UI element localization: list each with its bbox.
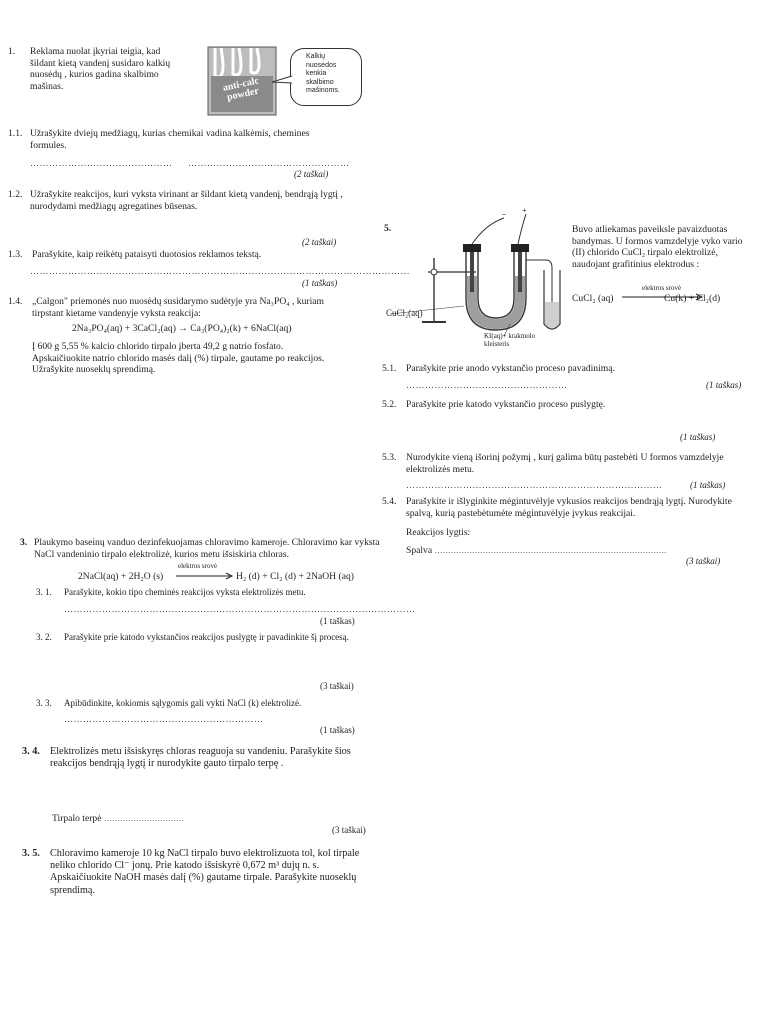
bubble-line: nuosėdos	[306, 61, 337, 69]
points-label: (2 taškai)	[302, 237, 337, 247]
points-label: (1 taškas)	[680, 432, 716, 442]
question-text: Chloravimo kameroje 10 kg NaCl tirpalo buvo elektrolizuota tol, kol tirpale neliko chlorido Cl⁻ jonų. Prie katodo išsiskyrė 0,672 m³ dujų n. s. Apskaičiuokite NaOH masės dalį (%) gautame tirpale. Parašykite nuoseklų sprendimą.	[50, 848, 360, 896]
color-answer-row	[406, 545, 667, 556]
answer-line[interactable]: …………………………………………………………………………………………………	[64, 604, 416, 614]
detergent-box-image	[207, 46, 277, 116]
question-number: 5.2.	[382, 399, 397, 410]
question-number: 5.4.	[382, 496, 397, 507]
question-number: 3. 5.	[22, 848, 40, 859]
equation-left: 2NaCl(aq) + 2H₂O (s)	[78, 571, 164, 582]
question-number: 3. 4.	[22, 746, 40, 757]
question-text: Parašykite ir išlyginkite mėgintuvėlyje vykusios reakcijos bendrąją lygtį. Nurodykite spalvą, kurią pastebėtumėte mėgintuvėlyje įvykus reakcijai.	[406, 496, 732, 519]
figure-label-line: KI(aq)+ krakmolo	[484, 332, 536, 340]
speech-bubble	[290, 48, 362, 106]
question-number: 3.	[20, 537, 28, 548]
answer-line[interactable]: ………………………………………………………………………	[406, 480, 663, 490]
bubble-line: Kalkių	[306, 53, 326, 60]
question-text: Parašykite prie anodo vykstančio proceso pavadinimą.	[406, 363, 615, 374]
equation-label: Reakcijos lygtis:	[406, 527, 471, 538]
question-number: 1.2.	[8, 189, 23, 200]
answer-line[interactable]: ………………………………………………………	[64, 714, 264, 724]
points-label: (1 taškas)	[320, 725, 355, 735]
question-number: 5.	[384, 223, 392, 234]
points-label: (1 taškas)	[320, 616, 355, 626]
question-text: Užrašykite dviejų medžiagų, kurias chemikai vadina kalkėmis, chemines formules.	[30, 128, 310, 151]
question-number: 1.3.	[8, 249, 23, 260]
equation-right: Cu(k) + Cl₂(d)	[664, 293, 721, 304]
box-brand-text: anti-calc powder	[221, 75, 260, 104]
equation-right: H₂ (d) + Cl₂ (d) + 2NaOH (aq)	[236, 571, 354, 582]
question-text: Parašykite, kokio tipo cheminės reakcijos vyksta elektrolizės metu.	[64, 587, 306, 597]
points-label: (1 taškas)	[690, 480, 726, 490]
question-text: „Calgon" priemonės nuo nuosėdų susidarymo sudėtyje yra Na₃PO₄ , kuriam tirpstant kietame vandenyje vyksta reakcija:	[32, 296, 324, 319]
bubble-line: kenkia	[306, 70, 327, 78]
svg-text:–: –	[502, 209, 506, 218]
answer-line[interactable]: …………………………………………………………………………………………………………	[30, 266, 410, 276]
question-text: Į 600 g 5,55 % kalcio chlorido tirpalo įberta 49,2 g natrio fosfato. Apskaičiuokite natrio chlorido masės dalį (%) tirpale, gautame po reakcijos. Užrašykite nuoseklų sprendimą.	[32, 341, 325, 376]
question-text: Parašykite prie katodo vykstančios reakcijos puslygtę ir pavadinkite šį procesą.	[64, 632, 349, 642]
bubble-line: skalbimo	[306, 78, 334, 86]
question-1-4-task	[32, 341, 340, 376]
equation: 2Na₃PO₄(aq) + 3CaCl₂(aq) → Ca₃(PO₄)₂(k) + 6NaCl(aq)	[72, 323, 292, 334]
points-label: (1 taškas)	[302, 278, 338, 288]
question-5-text	[572, 224, 752, 270]
points-label: (3 taškai)	[686, 556, 721, 566]
answer-line[interactable]: ……………………………………………	[406, 380, 568, 390]
equation-electrolysis-cucl2	[572, 284, 752, 308]
question-text: Elektrolizės metu išsiskyręs chloras reaguoja su vandeniu. Parašykite šios reakcijos bendrąją lygtį ir nurodykite gauto tirpalo terpę .	[50, 746, 351, 770]
question-text: Parašykite, kaip reikėtų pataisyti duotosios reklamos tekstą.	[32, 249, 262, 260]
question-number: 5.3.	[382, 452, 397, 463]
answer-line[interactable]: ………………………………………	[30, 158, 173, 168]
question-number: 1.1.	[8, 128, 23, 139]
answer-line[interactable]: ……………………………………………	[188, 158, 350, 168]
medium-answer-row	[52, 813, 184, 824]
medium-answer-line[interactable]: …………………………	[103, 814, 184, 823]
bubble-tail	[270, 74, 294, 86]
question-number: 1.4.	[8, 296, 23, 307]
question-text: Buvo atliekamas paveiksle pavaizduotas bandymas. U formos vamzdelyje vyko vario (II) chlorido CuCl₂ tirpalo elektrolizė, naudojant grafitinius elektrodus :	[572, 224, 743, 270]
points-label: (1 taškas)	[706, 380, 742, 390]
points-label: (3 taškai)	[332, 825, 366, 835]
svg-text:+: +	[522, 206, 527, 215]
question-text: Plaukymo baseinų vanduo dezinfekuojamas chloravimo kameroje. Chloravimo kar vyksta NaCl vandeninio tirpalo elektrolizė, kurios metu išsiskiria chloras.	[34, 537, 380, 560]
equation-left: CuCl₂ (aq)	[572, 293, 614, 304]
figure-label-test-tube	[484, 332, 535, 348]
question-text: Užrašykite reakcijos, kuri vyksta virinant ar šildant kietą vandenį, bendrąją lygtį , nurodydami medžiagų agregatines būsenas.	[30, 189, 343, 212]
figure-label-line: kleisteris	[484, 340, 510, 348]
color-answer-line[interactable]: ……………………………………………………………………………	[434, 546, 667, 555]
arrow-label: elektros srovė	[178, 562, 218, 570]
electrolysis-apparatus-figure	[386, 206, 570, 350]
question-text: Nurodykite vieną išorinį požymį , kurį galima būtų pastebėti U formos vamzdelyje elektrolizės metu.	[406, 452, 724, 475]
question-number: 3. 2.	[36, 632, 52, 642]
question-text: Parašykite prie katodo vykstančio proceso puslygtę.	[406, 399, 606, 410]
question-number: 3. 1.	[36, 587, 52, 597]
medium-label: Tirpalo terpė	[52, 813, 102, 824]
bubble-line: mašinoms.	[306, 87, 340, 95]
reaction-arrow	[176, 572, 234, 580]
figure-label-solution: CuCl₂(aq)	[386, 308, 423, 318]
question-number: 3. 3.	[36, 698, 52, 708]
question-number: 1.	[8, 46, 16, 57]
color-label: Spalva	[406, 545, 433, 556]
question-text: Reklama nuolat įkyriai teigia, kad šildant kietą vandenį susidaro kalkių nuosėdų , kurios gadina skalbimo mašinas.	[30, 46, 171, 92]
points-label: (3 taškai)	[320, 681, 354, 691]
question-number: 5.1.	[382, 363, 397, 374]
arrow-label: elektros srovė	[642, 284, 682, 292]
equation-electrolysis-nacl	[78, 562, 368, 588]
points-label: (2 taškai)	[294, 169, 329, 179]
question-text: Apibūdinkite, kokiomis sąlygomis gali vykti NaCl (k) elektrolizė.	[64, 698, 302, 708]
